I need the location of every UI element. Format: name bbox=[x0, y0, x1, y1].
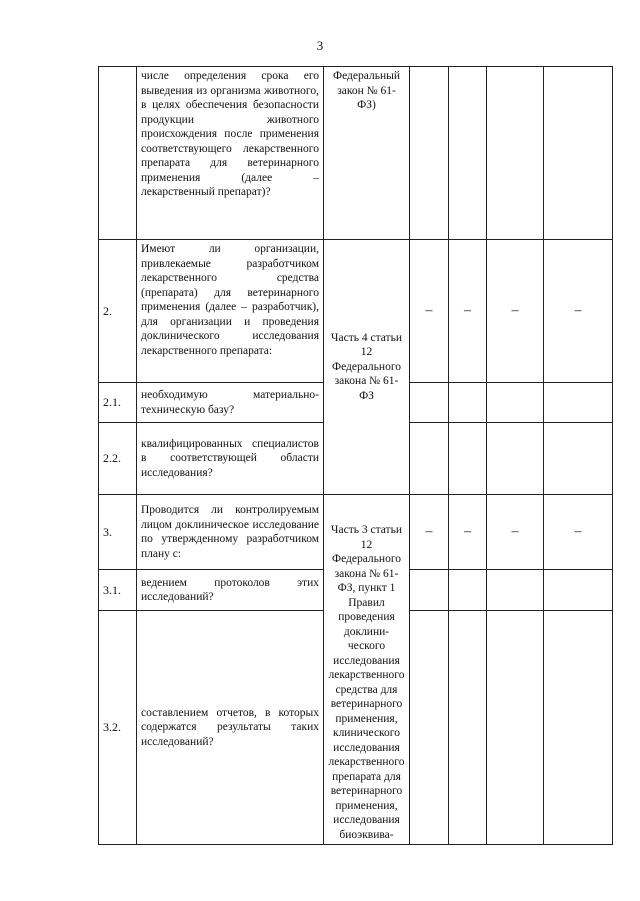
question-text: Имеют ли организации, привлекаемые разработчиком лекарственного средства (препарата) для ветеринарного применения (далее – разработчик), для организации и проведения доклинического исследования лекарственного препарата: bbox=[137, 240, 324, 383]
answer-cell bbox=[449, 570, 487, 611]
answer-cell bbox=[544, 67, 613, 240]
answer-cell bbox=[544, 423, 613, 495]
answer-cell bbox=[410, 610, 449, 844]
dash-cell: – bbox=[410, 495, 449, 570]
legal-basis: Часть 3 статьи 12 Федерального закона № 61-ФЗ, пункт 1 Правил проведения доклини-ческого исследования лекарственного средства для ветеринарного применения, клинического исследования лекарственного препарата для ветеринарного применения, исследования биоэквива- bbox=[324, 495, 410, 845]
dash-cell: – bbox=[544, 240, 613, 383]
answer-cell bbox=[449, 383, 487, 423]
legal-basis: Часть 4 статьи 12 Федерального закона № 61-ФЗ bbox=[324, 240, 410, 495]
answer-cell bbox=[544, 610, 613, 844]
answer-cell bbox=[487, 610, 544, 844]
answer-cell bbox=[449, 423, 487, 495]
row-number: 3. bbox=[99, 495, 137, 570]
answer-cell bbox=[449, 67, 487, 240]
question-text: Проводится ли контролируемым лицом доклиническое исследование по утвержденному разработчиком плану с: bbox=[137, 495, 324, 570]
row-number: 2.1. bbox=[99, 383, 137, 423]
dash-cell: – bbox=[410, 240, 449, 383]
answer-cell bbox=[410, 423, 449, 495]
table-row bbox=[99, 67, 613, 240]
question-text: квалифицированных специалистов в соответствующей области исследования? bbox=[137, 423, 324, 495]
row-number: 2. bbox=[99, 240, 137, 383]
question-text: числе определения срока его выведения из организма животного, в целях обеспечения безопасности продукции животного происхождения после применения соответствующего лекарственного препарата для ветеринарного применения (далее – лекарственный препарат)? bbox=[137, 67, 324, 240]
answer-cell bbox=[487, 383, 544, 423]
dash-cell: – bbox=[487, 240, 544, 383]
dash-cell: – bbox=[449, 495, 487, 570]
table-row bbox=[99, 240, 613, 383]
dash-cell: – bbox=[487, 495, 544, 570]
question-text: составлением отчетов, в которых содержатся результаты таких исследований? bbox=[137, 610, 324, 844]
dash-cell: – bbox=[544, 495, 613, 570]
row-number bbox=[99, 67, 137, 240]
answer-cell bbox=[410, 67, 449, 240]
answer-cell bbox=[544, 383, 613, 423]
row-number: 2.2. bbox=[99, 423, 137, 495]
answer-cell bbox=[487, 67, 544, 240]
page-number: 3 bbox=[316, 38, 324, 53]
question-text: необходимую материально-техническую базу? bbox=[137, 383, 324, 423]
question-text: ведением протоколов этих исследований? bbox=[137, 570, 324, 611]
answer-cell bbox=[410, 570, 449, 611]
row-number: 3.1. bbox=[99, 570, 137, 611]
answer-cell bbox=[487, 423, 544, 495]
dash-cell: – bbox=[449, 240, 487, 383]
answer-cell bbox=[410, 383, 449, 423]
legal-basis: Федеральный закон № 61-ФЗ) bbox=[324, 67, 410, 240]
answer-cell bbox=[544, 570, 613, 611]
row-number: 3.2. bbox=[99, 610, 137, 844]
answer-cell bbox=[487, 570, 544, 611]
table-row bbox=[99, 495, 613, 570]
checklist-table bbox=[98, 66, 613, 845]
answer-cell bbox=[449, 610, 487, 844]
